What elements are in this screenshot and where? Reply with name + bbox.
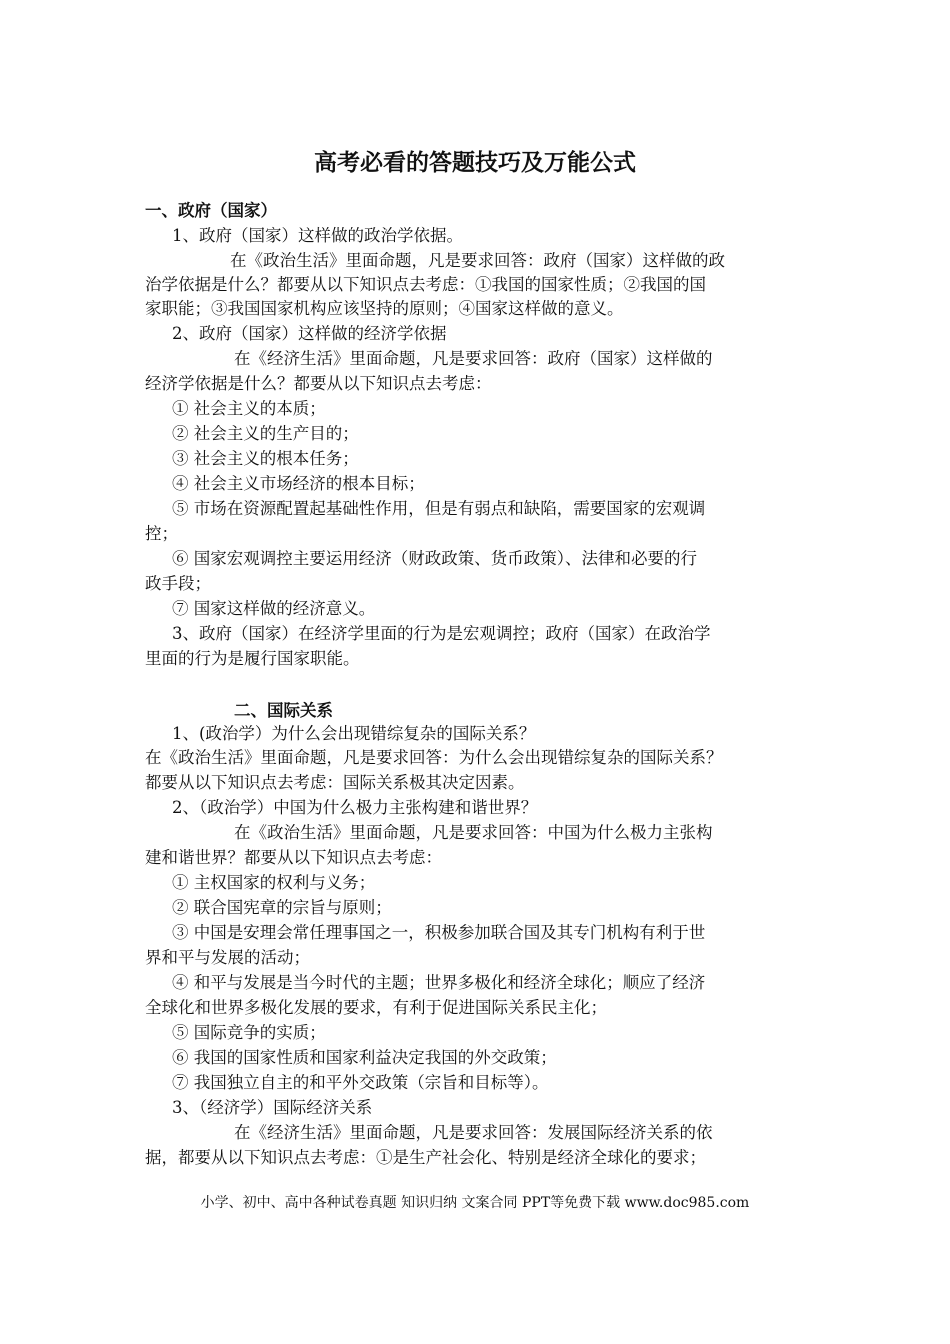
list-item: ① 主权国家的权利与义务；	[172, 873, 376, 892]
paragraph-line: 3、政府（国家）在经济学里面的行为是宏观调控；政府（国家）在政治学	[172, 624, 711, 643]
list-item: ③ 中国是安理会常任理事国之一，积极参加联合国及其专门机构有利于世	[172, 923, 706, 942]
list-item: ⑤ 国际竞争的实质；	[172, 1023, 326, 1042]
subheading-2-3: 3、（经济学）国际经济关系	[172, 1098, 373, 1117]
list-item: ⑦ 国家这样做的经济意义。	[172, 599, 376, 618]
section-heading-government: 一、政府（国家）	[145, 201, 277, 220]
subheading-1-1: 1、政府（国家）这样做的政治学依据。	[172, 226, 463, 245]
paragraph-line: 在《政治生活》里面命题，凡是要求回答：政府（国家）这样做的政	[230, 251, 725, 270]
paragraph-line: 在《政治生活》里面命题，凡是要求回答：中国为什么极力主张构	[234, 823, 713, 842]
subheading-2-2: 2、（政治学）中国为什么极力主张构建和谐世界？	[172, 798, 538, 817]
list-item: ① 社会主义的本质；	[172, 399, 326, 418]
list-item-continuation: 政手段；	[145, 574, 211, 593]
list-item: ⑥ 我国的国家性质和国家利益决定我国的外交政策；	[172, 1048, 557, 1067]
list-item: ④ 社会主义市场经济的根本目标；	[172, 474, 425, 493]
list-item-continuation: 控；	[145, 524, 178, 543]
list-item: ⑦ 我国独立自主的和平外交政策（宗旨和目标等）。	[172, 1073, 549, 1092]
section-heading-international: 二、国际关系	[234, 701, 333, 720]
list-item: ⑥ 国家宏观调控主要运用经济（财政政策、货币政策）、法律和必要的行	[172, 549, 697, 568]
list-item-continuation: 界和平与发展的活动；	[145, 948, 310, 967]
list-item: ③ 社会主义的根本任务；	[172, 449, 359, 468]
list-item: ⑤ 市场在资源配置起基础性作用，但是有弱点和缺陷，需要国家的宏观调	[172, 499, 706, 518]
paragraph-line: 经济学依据是什么？都要从以下知识点去考虑：	[145, 374, 492, 393]
paragraph-line: 里面的行为是履行国家职能。	[145, 649, 360, 668]
list-item: ② 社会主义的生产目的；	[172, 424, 359, 443]
page-footer: 小学、初中、高中各种试卷真题 知识归纳 文案合同 PPT等免费下载 www.doc985.com	[200, 1195, 750, 1211]
subheading-2-1: 1、(政治学）为什么会出现错综复杂的国际关系？	[172, 724, 536, 743]
list-item-continuation: 全球化和世界多极化发展的要求，有利于促进国际关系民主化；	[145, 998, 607, 1017]
list-item: ④ 和平与发展是当今时代的主题；世界多极化和经济全球化；顺应了经济	[172, 973, 706, 992]
paragraph-line: 在《经济生活》里面命题，凡是要求回答：政府（国家）这样做的	[234, 349, 713, 368]
paragraph-line: 在《经济生活》里面命题，凡是要求回答：发展国际经济关系的依	[234, 1123, 713, 1142]
paragraph-line: 治学依据是什么？都要从以下知识点去考虑：①我国的国家性质；②我国的国	[145, 275, 706, 294]
paragraph-line: 家职能；③我国国家机构应该坚持的原则；④国家这样做的意义。	[145, 299, 624, 318]
paragraph-line: 在《政治生活》里面命题，凡是要求回答：为什么会出现错综复杂的国际关系？	[145, 748, 723, 767]
document-title: 高考必看的答题技巧及万能公式	[314, 150, 636, 176]
subheading-1-2: 2、政府（国家）这样做的经济学依据	[172, 324, 447, 343]
paragraph-line: 据，都要从以下知识点去考虑：①是生产社会化、特别是经济全球化的要求；	[145, 1148, 706, 1167]
paragraph-line: 建和谐世界？都要从以下知识点去考虑：	[145, 848, 442, 867]
list-item: ② 联合国宪章的宗旨与原则；	[172, 898, 392, 917]
paragraph-line: 都要从以下知识点去考虑：国际关系极其决定因素。	[145, 773, 525, 792]
